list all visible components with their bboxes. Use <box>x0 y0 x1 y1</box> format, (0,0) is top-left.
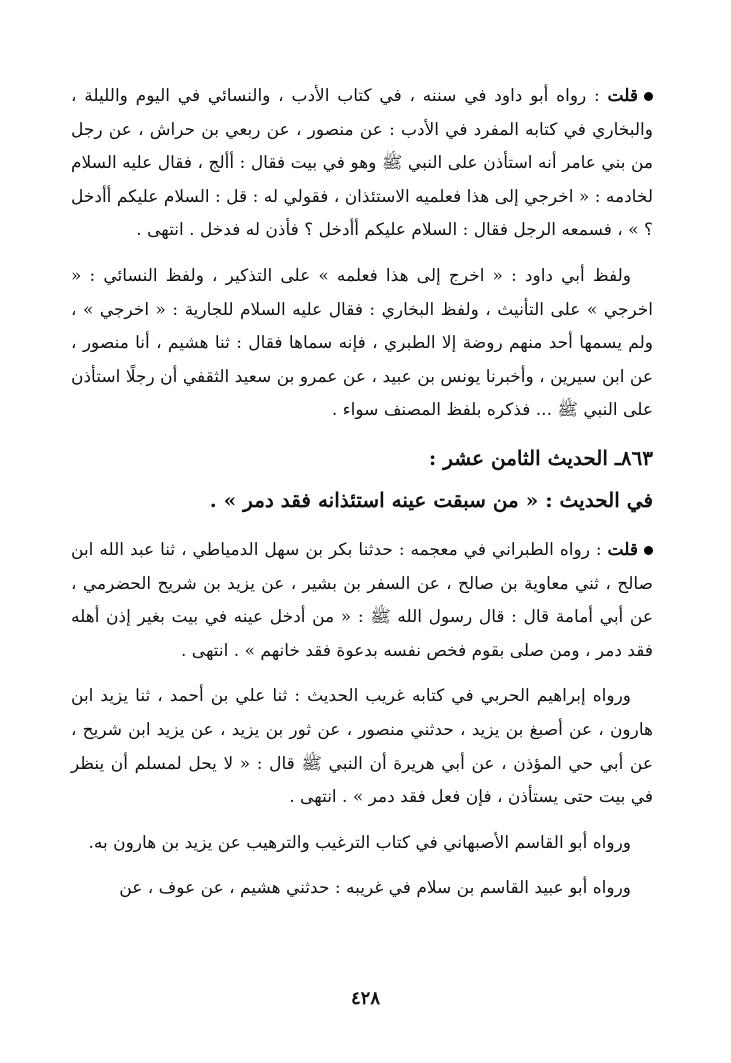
paragraph-6: ورواه أبو عبيد القاسم بن سلام في غريبه : حدثني هشيم ، عن عوف ، عن <box>119 878 631 899</box>
paragraph-3-lead: قلت <box>607 539 638 560</box>
paragraph-1-text: : رواه أبو داود في سننه ، في كتاب الأدب ، والنسائي في اليوم والليلة ، والبخاري في كتابه المفرد في الأدب : عن منصور ، عن ربعي بن حراش ، عن رجل من بني عامر أنه استأذن على النبي ﷺ وهو في بيت فقال : أألج ، فقال عليه السلام لخادمه : « اخرجي إلى هذا فعلميه الاستئذان ، فقولي له : قل : السلام عليكم أأدخل ؟ » ، فسمعه الرجل فقال : السلام عليكم أأدخل ؟ فأذن له فدخل . انتهى . <box>71 86 653 241</box>
hadith-subheading: في الحديث : « من سبقت عينه استئذانه فقد دمر » . <box>209 487 653 512</box>
paragraph-3 <box>71 534 653 668</box>
paragraph-2: ولفظ أبي داود : « اخرج إلى هذا فعلمه » على التذكير ، ولفظ النسائي : « اخرجي » على التأنيث ، ولفظ البخاري : فقال عليه السلام للجارية : « اخرجي » ، ولم يسمها أحد منهم روضة إلا الطبري ، فإنه سماها فقال : ثنا هشيم ، أنا منصور ، عن ابن سيرين ، وأخبرنا يونس بن عبيد ، عن عمرو بن سعيد الثقفي أن رجلًا استأذن على النبي ﷺ ... فذكره بلفظ المصنف سواء . <box>71 265 653 421</box>
bullet-icon <box>644 92 653 101</box>
bullet-icon <box>644 546 653 555</box>
hadith-heading: ٨٦٣ـ الحديث الثامن عشر : <box>428 445 653 470</box>
page-number: ٤٢٨ <box>350 988 380 1009</box>
paragraph-1-lead: قلت <box>607 86 638 106</box>
page-body <box>71 80 653 918</box>
paragraph-3-text: : رواه الطبراني في معجمه : حدثنا بكر بن سهل الدمياطي ، ثنا عبد الله ابن صالح ، ثني معاوية بن صالح ، عن السفر بن بشير ، عن يزيد بن شريح الحضرمي ، عن أبي أمامة قال : قال رسول الله ﷺ : « من أدخل عينه في بيت بغير إذن أهله فقد دمر ، ومن صلى بقوم فخص نفسه بدعوة فقد خانهم » . انتهى . <box>71 539 653 661</box>
paragraph-1 <box>71 80 653 248</box>
paragraph-4: ورواه إبراهيم الحربي في كتابه غريب الحديث : ثنا علي بن أحمد ، ثنا يزيد ابن هارون ، عن أصبغ بن يزيد ، حدثني منصور ، عن ثور بن يزيد ، عن يزيد ابن شريح ، عن أبي حي المؤذن ، عن أبي هريرة أن النبي ﷺ قال : « لا يحل لمسلم أن ينظر في بيت حتى يستأذن ، فإن فعل فقد دمر » . انتهى . <box>71 686 653 808</box>
paragraph-5: ورواه أبو القاسم الأصبهاني في كتاب الترغيب والترهيب عن يزيد بن هارون به. <box>88 832 631 853</box>
